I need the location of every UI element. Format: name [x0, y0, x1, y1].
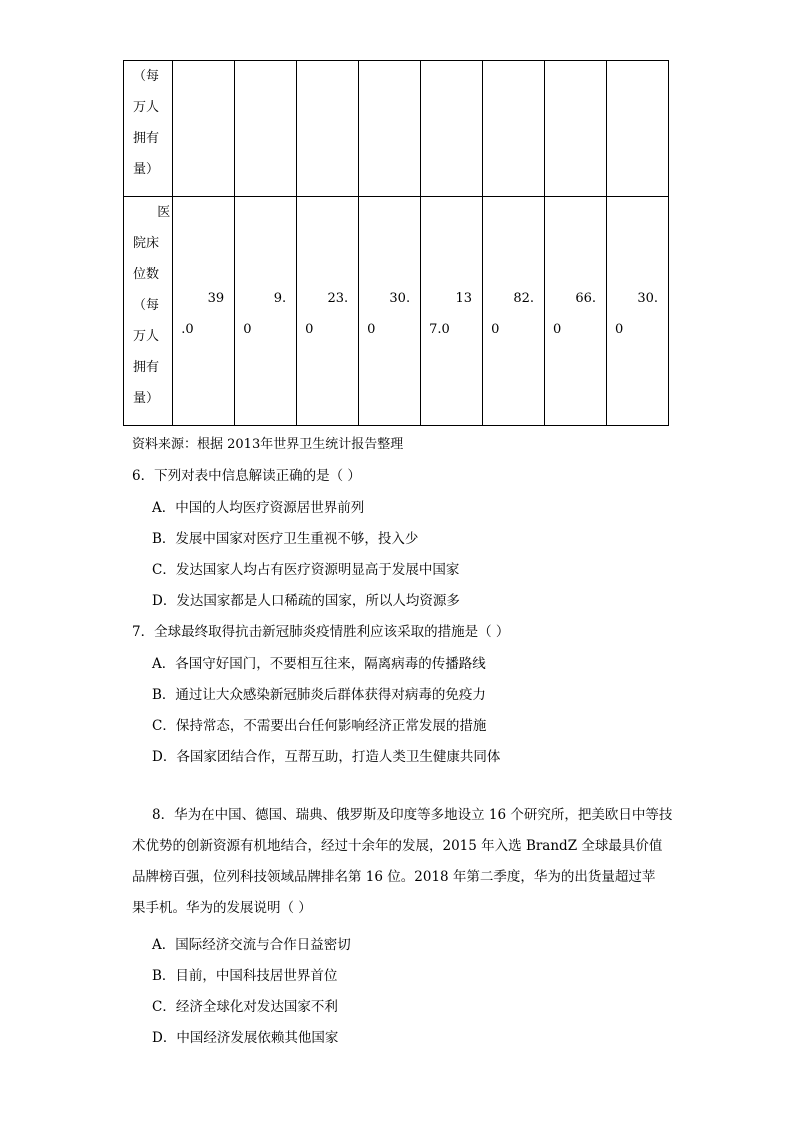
table-row [124, 61, 669, 197]
question-8-stem [132, 800, 672, 924]
question-8-line: 果手机。华为的发展说明（ ） [132, 900, 312, 916]
cell-value-line2: 0 [615, 322, 624, 337]
table-cell [359, 197, 421, 426]
table-cell [173, 61, 235, 197]
question-8-line: 品牌榜百强，位列科技领域品牌排名第 16 位。2018 年第二季度，华为的出货量超过苹 [132, 869, 656, 885]
table-cell [297, 197, 359, 426]
question-7-option-d[interactable]: D．各国家团结合作，互帮互助，打造人类卫生健康共同体 [152, 749, 501, 765]
question-8-option-a[interactable]: A．国际经济交流与合作日益密切 [152, 937, 351, 953]
question-6-option-c[interactable]: C．发达国家人均占有医疗资源明显高于发展中国家 [152, 562, 460, 578]
row-label-line: 量） [133, 162, 160, 177]
question-7-option-b[interactable]: B．通过让大众感染新冠肺炎后群体获得对病毒的免疫力 [152, 687, 486, 703]
cell-value-line2: 0 [553, 322, 562, 337]
row-label-cell [124, 61, 173, 197]
table-cell [173, 197, 235, 426]
table-cell [483, 61, 545, 197]
question-7-option-a[interactable]: A．各国守好国门，不要相互往来，隔离病毒的传播路线 [152, 656, 486, 672]
cell-value-line2: .0 [181, 322, 194, 337]
question-8-line: 术优势的创新资源有机地结合，经过十余年的发展，2015 年入选 BrandZ 全球最具价值 [132, 838, 663, 854]
cell-value-line2: 0 [305, 322, 314, 337]
table-cell [359, 61, 421, 197]
cell-value-line2: 0 [243, 322, 252, 337]
row-label-cell [124, 197, 173, 426]
row-label-line: 医 [157, 205, 171, 220]
question-6-stem: 6．下列对表中信息解读正确的是（ ） [132, 468, 361, 484]
table-cell [607, 61, 669, 197]
table-cell [607, 197, 669, 426]
cell-value-line2: 7.0 [429, 322, 450, 337]
row-label-line: 拥有 [133, 360, 160, 375]
row-label-line: 万人 [133, 100, 160, 115]
row-label-line: 量） [133, 391, 160, 406]
row-label-line: （每 [133, 69, 160, 84]
cell-value-line1: 39 [207, 291, 225, 306]
table-cell [483, 197, 545, 426]
question-8-option-c[interactable]: C．经济全球化对发达国家不利 [152, 999, 338, 1015]
question-7-stem: 7．全球最终取得抗击新冠肺炎疫情胜利应该采取的措施是（ ） [132, 624, 510, 640]
question-8-line: 8．华为在中国、德国、瑞典、俄罗斯及印度等多地设立 16 个研究所，把美欧日中等技 [152, 807, 673, 823]
cell-value-line1: 30. [389, 291, 411, 306]
cell-value-line1: 82. [513, 291, 535, 306]
table-row [124, 197, 669, 426]
row-label-line: 拥有 [133, 131, 160, 146]
row-label-line: 万人 [133, 329, 160, 344]
cell-value-line1: 13 [455, 291, 473, 306]
health-resources-table [123, 60, 669, 426]
table-cell [297, 61, 359, 197]
cell-value-line2: 0 [367, 322, 376, 337]
cell-value-line1: 66. [575, 291, 596, 306]
row-label-line: （每 [133, 298, 160, 313]
cell-value-line1: 23. [327, 291, 349, 306]
table-cell [545, 61, 607, 197]
table-cell [545, 197, 607, 426]
row-label-line: 位数 [133, 267, 160, 282]
row-label-line: 院床 [133, 236, 160, 251]
question-8-option-b[interactable]: B．目前，中国科技居世界首位 [152, 968, 338, 984]
table-cell [421, 61, 483, 197]
table-cell [235, 61, 297, 197]
question-7-option-c[interactable]: C．保持常态，不需要出台任何影响经济正常发展的措施 [152, 718, 487, 734]
question-8-option-d[interactable]: D．中国经济发展依赖其他国家 [152, 1030, 339, 1046]
table-cell [421, 197, 483, 426]
question-6-option-d[interactable]: D．发达国家都是人口稀疏的国家，所以人均资源多 [152, 593, 460, 609]
question-6-option-b[interactable]: B．发展中国家对医疗卫生重视不够，投入少 [152, 531, 419, 547]
cell-value-line2: 0 [491, 322, 500, 337]
cell-value-line1: 9. [273, 291, 287, 306]
table-cell [235, 197, 297, 426]
question-6-option-a[interactable]: A．中国的人均医疗资源居世界前列 [152, 500, 365, 516]
cell-value-line1: 30. [637, 291, 658, 306]
data-source-note: 资料来源：根据 2013年世界卫生统计报告整理 [132, 437, 404, 452]
